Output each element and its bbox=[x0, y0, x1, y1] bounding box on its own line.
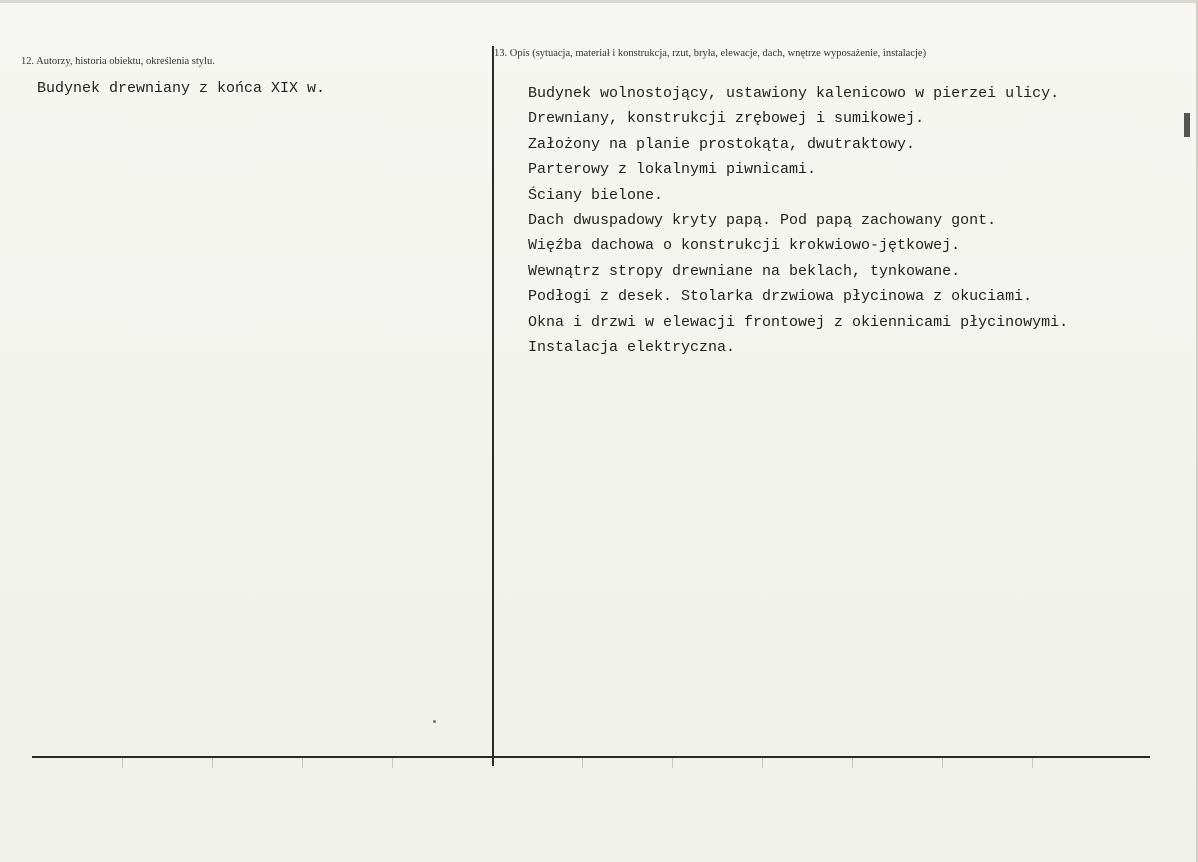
binder-mark bbox=[1184, 113, 1190, 137]
section-12-label: 12. Autorzy, historia obiektu, określenia stylu. bbox=[21, 56, 215, 67]
description-line: Budynek wolnostojący, ustawiony kalenicowo w pierzei ulicy. bbox=[528, 85, 1060, 102]
column-divider bbox=[492, 46, 494, 766]
description-line: Instalacja elektryczna. bbox=[528, 338, 736, 356]
grid-mark bbox=[762, 758, 763, 768]
grid-mark bbox=[672, 758, 673, 768]
grid-mark bbox=[392, 758, 393, 768]
grid-mark bbox=[852, 758, 853, 768]
description-line: Założony na planie prostokąta, dwutraktowy. bbox=[528, 135, 916, 153]
ink-dot bbox=[433, 720, 436, 723]
description-line: Okna i drzwi w elewacji frontowej z okiennicami płycinowymi. bbox=[528, 313, 1069, 331]
grid-mark bbox=[582, 758, 583, 768]
section-13-description bbox=[528, 84, 1068, 363]
description-line: Parterowy z lokalnymi piwnicami. bbox=[528, 161, 817, 179]
grid-mark bbox=[942, 758, 943, 768]
description-line: Wewnątrz stropy drewniane na beklach, tynkowane. bbox=[528, 262, 961, 280]
grid-mark bbox=[302, 758, 303, 768]
section-12-text: Budynek drewniany z końca XIX w. bbox=[37, 80, 326, 97]
grid-mark bbox=[1032, 758, 1033, 768]
description-line: Więźba dachowa o konstrukcji krokwiowo-jętkowej. bbox=[528, 237, 961, 255]
section-13-label: 13. Opis (sytuacja, materiał i konstrukcja, rzut, bryła, elewacje, dach, wnętrze wyposażenie, instalacje) bbox=[494, 48, 927, 59]
grid-mark bbox=[212, 758, 213, 768]
description-line: Podłogi z desek. Stolarka drzwiowa płycinowa z okuciami. bbox=[528, 288, 1033, 306]
bottom-rule bbox=[32, 756, 1150, 758]
description-line: Ściany bielone. bbox=[528, 186, 664, 204]
grid-mark bbox=[122, 758, 123, 768]
description-line: Drewniany, konstrukcji zrębowej i sumikowej. bbox=[528, 110, 925, 128]
description-line: Dach dwuspadowy kryty papą. Pod papą zachowany gont. bbox=[528, 211, 997, 229]
card-top-edge bbox=[0, 0, 1198, 3]
